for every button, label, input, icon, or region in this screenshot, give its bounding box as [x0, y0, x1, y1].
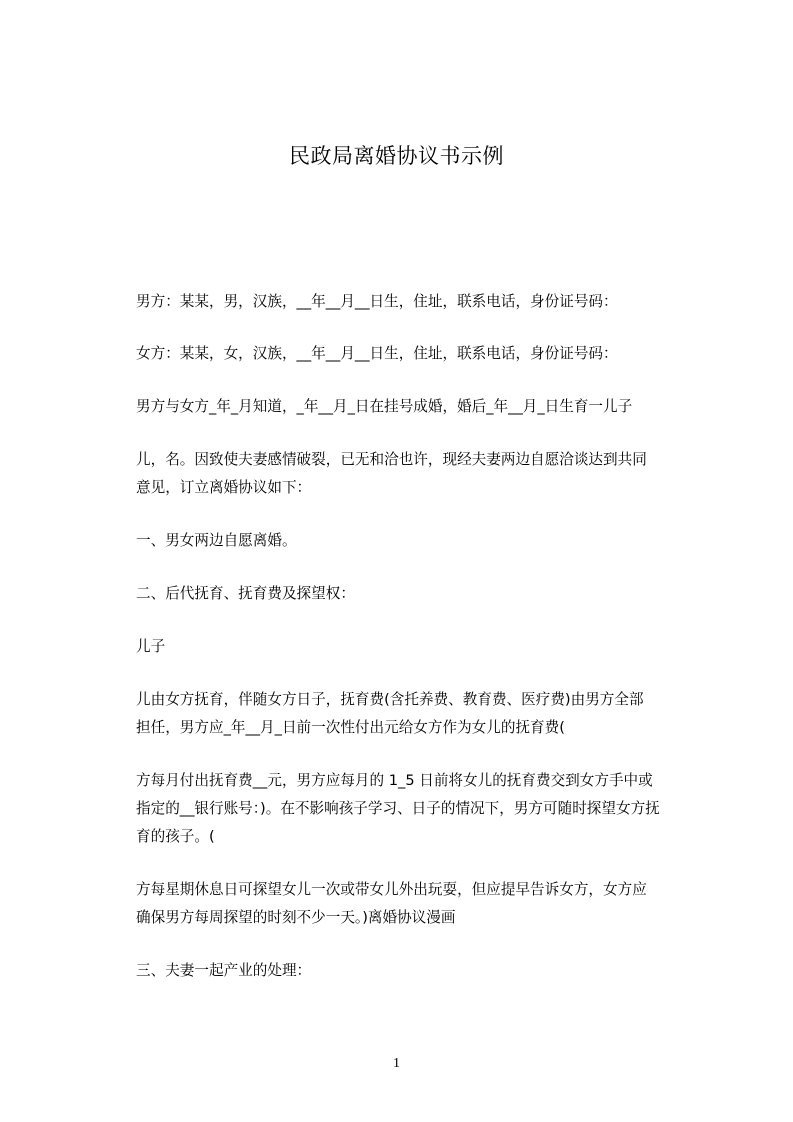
- paragraph-visitation: [136, 876, 706, 932]
- paragraph-line: 担任，男方应_年__月_日前一次性付出元给女方作为女儿的抚育费(: [136, 719, 565, 736]
- paragraph-support-payment: [136, 767, 706, 851]
- clause-one: [136, 527, 706, 555]
- paragraph-male-party: [136, 288, 706, 316]
- paragraph-son: [136, 633, 706, 661]
- page-number: 1: [393, 1056, 400, 1071]
- clause-three-heading: [136, 957, 706, 985]
- paragraph-line: 女方：某某，女，汉族，__年__月__日生，住址，联系电话，身份证号码：: [136, 345, 618, 362]
- paragraph-line: 儿子: [136, 638, 166, 655]
- paragraph-marriage-info: [136, 393, 706, 421]
- paragraph-line: 育的孩子。(: [136, 828, 215, 845]
- document-title: 民政局离婚协议书示例: [289, 144, 504, 168]
- paragraph-line: 男方：某某，男，汉族，__年__月__日生，住址，联系电话，身份证号码：: [136, 293, 618, 310]
- paragraph-line: 一、男女两边自愿离婚。: [136, 532, 297, 549]
- paragraph-female-party: [136, 340, 706, 368]
- paragraph-line: 男方与女方_年_月知道，_年__月_日在挂号成婚，婚后_年__月_日生育一儿子: [136, 398, 633, 415]
- paragraph-line: 指定的__银行账号：)。在不影响孩子学习、日子的情况下，男方可随时探望女方抚: [136, 800, 660, 817]
- paragraph-custody: [136, 686, 706, 742]
- paragraph-line: 二、后代抚育、抚育费及探望权：: [136, 585, 355, 602]
- paragraph-divorce-reason: [136, 446, 706, 502]
- paragraph-line: 三、夫妻一起产业的处理：: [136, 962, 312, 979]
- paragraph-line: 方每星期休息日可探望女儿一次或带女儿外出玩耍，但应提早告诉女方，女方应: [136, 881, 647, 898]
- paragraph-line: 方每月付出抚育费__元，男方应每月的 1_5 日前将女儿的抚育费交到女方手中或: [136, 772, 653, 789]
- clause-two-heading: [136, 580, 706, 608]
- paragraph-line: 确保男方每周探望的时刻不少一天。)离婚协议漫画: [136, 909, 456, 926]
- paragraph-line: 儿由女方抚育，伴随女方日子，抚育费(含托养费、教育费、医疗费)由男方全部: [136, 691, 644, 708]
- paragraph-line: 儿，名。因致使夫妻感情破裂，已无和洽也许，现经夫妻两边自愿洽谈达到共同: [136, 451, 647, 468]
- paragraph-line: 意见，订立离婚协议如下：: [136, 479, 312, 496]
